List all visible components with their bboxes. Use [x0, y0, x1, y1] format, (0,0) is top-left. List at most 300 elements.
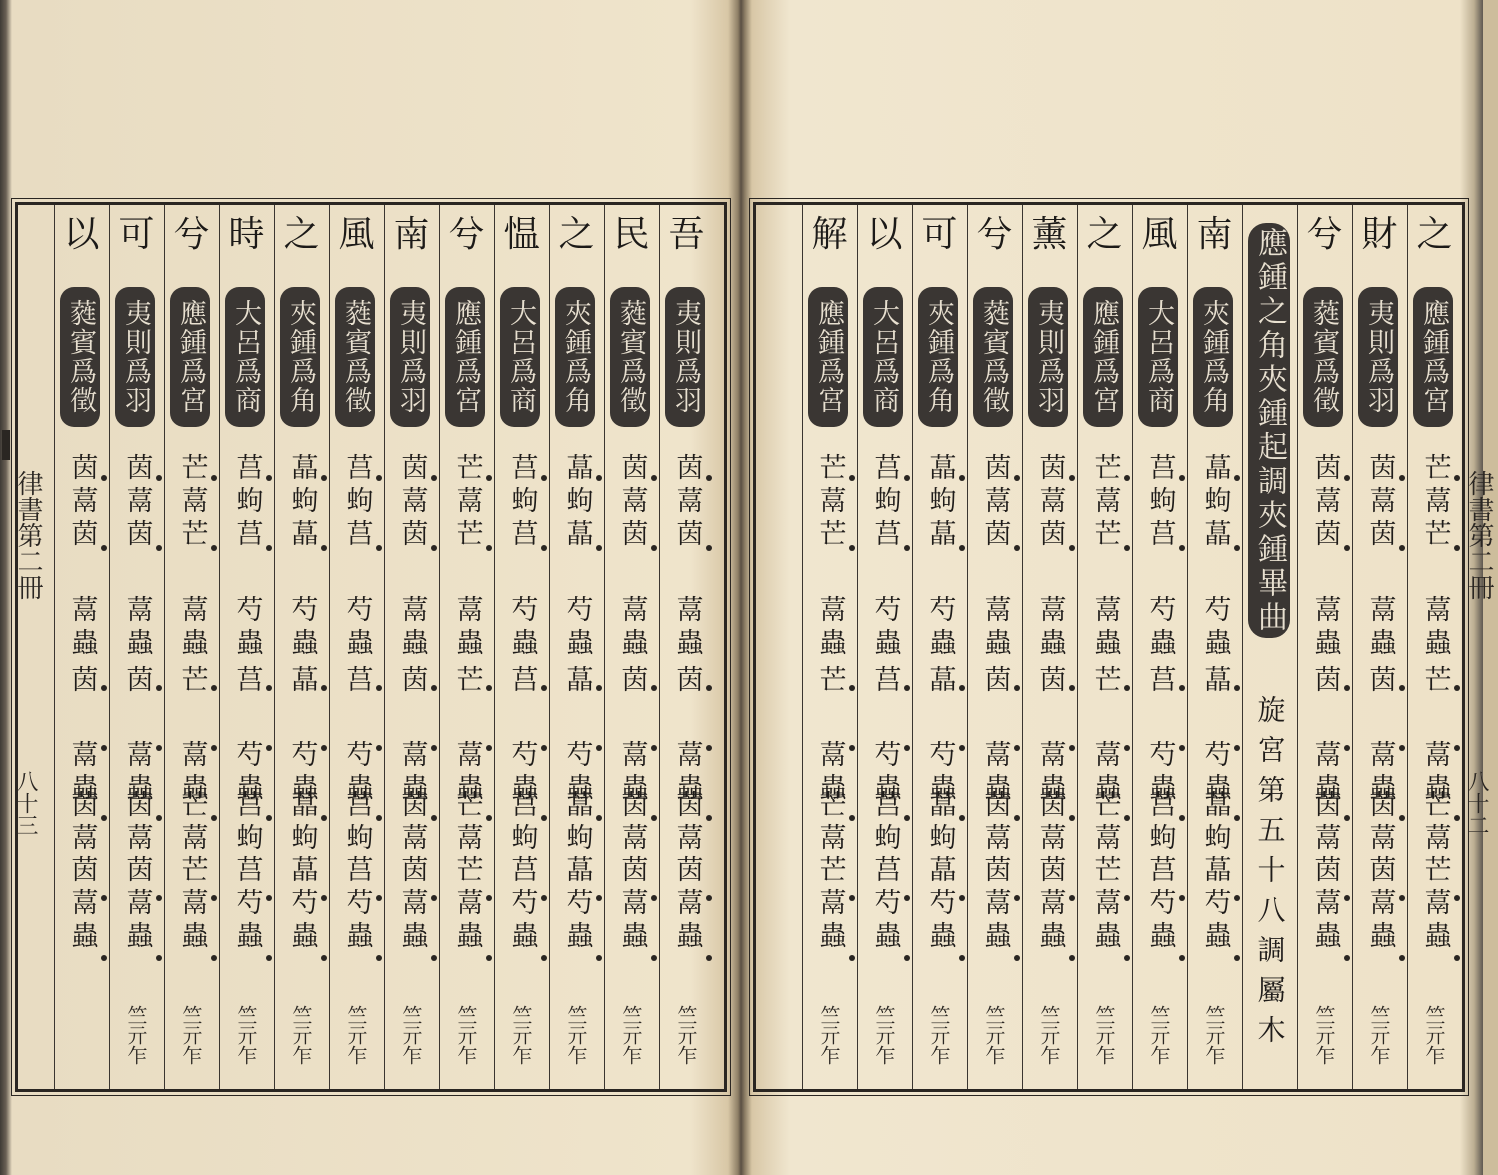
notation-text: 芍蟲	[924, 595, 956, 661]
footer-text: 竺亓乍	[509, 1005, 533, 1065]
mode-badge	[555, 287, 595, 427]
column-footer	[109, 1005, 164, 1069]
notation-text: 莒	[506, 665, 538, 698]
punctuation-dot	[376, 545, 382, 551]
notation-group	[54, 453, 109, 556]
notation-group	[857, 453, 912, 556]
notation-text: 蒚蟲	[1034, 740, 1066, 806]
punctuation-dot	[376, 815, 382, 821]
punctuation-dot	[1179, 545, 1185, 551]
notation-group	[857, 595, 912, 665]
mode-badge-text: 大呂爲商	[868, 299, 899, 415]
punctuation-dot	[376, 895, 382, 901]
notation-group	[802, 453, 857, 556]
punctuation-dot	[596, 545, 602, 551]
mode-badge	[863, 287, 903, 427]
mode-badge-text: 夾鍾爲角	[560, 299, 591, 415]
notation-group	[1187, 453, 1242, 556]
punctuation-dot	[211, 545, 217, 551]
punctuation-dot	[1454, 475, 1460, 481]
footer-text: 竺亓乍	[619, 1005, 643, 1065]
notation-group	[1077, 855, 1132, 958]
mode-badge-text: 夾鍾爲角	[923, 299, 954, 415]
notation-text: 蒚蟲	[66, 740, 98, 806]
piece-title-badge	[1248, 223, 1290, 638]
notation-group	[384, 665, 439, 702]
notation-text: 蒚蟲	[1364, 740, 1396, 806]
notation-group	[1022, 595, 1077, 665]
notation-text: 茵蒚	[1034, 790, 1066, 856]
column-footer	[494, 1005, 549, 1069]
punctuation-dot	[1069, 545, 1075, 551]
notation-group	[802, 790, 857, 860]
right-folio: 八十二	[1464, 770, 1489, 836]
notation-group	[109, 453, 164, 556]
footer-text: 竺亓乍	[982, 1005, 1006, 1065]
punctuation-dot	[266, 545, 272, 551]
notation-text: 芒蒚蟲	[176, 855, 208, 954]
punctuation-dot	[156, 745, 162, 751]
notation-group	[967, 790, 1022, 860]
notation-text: 芍蟲	[1144, 595, 1176, 661]
column-footer	[967, 1005, 1022, 1069]
punctuation-dot	[266, 895, 272, 901]
notation-text: 芍蟲	[561, 595, 593, 661]
text-column	[439, 205, 494, 1089]
footer-text: 竺亓乍	[927, 1005, 951, 1065]
punctuation-dot	[596, 745, 602, 751]
text-column	[659, 205, 714, 1089]
notation-group	[219, 665, 274, 702]
punctuation-dot	[1344, 545, 1350, 551]
left-folio: 八十三	[13, 770, 38, 836]
punctuation-dot	[541, 895, 547, 901]
punctuation-dot	[211, 895, 217, 901]
notation-text: 蒚蟲	[616, 595, 648, 661]
left-edge-mark	[2, 430, 10, 460]
notation-group	[384, 855, 439, 958]
punctuation-dot	[706, 745, 712, 751]
notation-group	[494, 595, 549, 665]
notation-text: 莒蚼莒	[506, 453, 538, 552]
column-footer	[1132, 1005, 1187, 1069]
footer-text: 竺亓乍	[1422, 1005, 1446, 1065]
notation-text: 芍蟲	[231, 595, 263, 661]
punctuation-dot	[849, 955, 855, 961]
punctuation-dot	[849, 745, 855, 751]
notation-group	[802, 855, 857, 958]
punctuation-dot	[1124, 815, 1130, 821]
punctuation-dot	[486, 895, 492, 901]
notation-text: 蒚蟲	[616, 740, 648, 806]
punctuation-dot	[1344, 475, 1350, 481]
lyric-character: 薰	[1031, 214, 1068, 255]
punctuation-dot	[904, 745, 910, 751]
notation-text: 芍蟲	[286, 595, 318, 661]
punctuation-dot	[651, 685, 657, 691]
notation-text: 芒蒚蟲	[1089, 855, 1121, 954]
notation-text: 芒蒚	[1089, 790, 1121, 856]
notation-text: 茵蒚	[616, 790, 648, 856]
notation-text: 蒚蟲	[1419, 740, 1451, 806]
notation-group	[659, 790, 714, 860]
column-footer	[1297, 1005, 1352, 1069]
notation-text: 芒	[176, 665, 208, 698]
mode-badge-text: 蕤賓爲徵	[340, 299, 371, 415]
notation-text: 芒蒚蟲	[451, 855, 483, 954]
notation-group	[439, 453, 494, 556]
punctuation-dot	[1454, 895, 1460, 901]
notation-group	[659, 453, 714, 556]
notation-group	[494, 665, 549, 702]
mode-badge	[225, 287, 265, 427]
text-column	[857, 205, 912, 1089]
footer-text: 竺亓乍	[234, 1005, 258, 1065]
mode-badge-text: 夾鍾爲角	[1198, 299, 1229, 415]
notation-group	[494, 453, 549, 556]
punctuation-dot	[706, 685, 712, 691]
punctuation-dot	[1014, 955, 1020, 961]
notation-text: 茵	[671, 665, 703, 698]
punctuation-dot	[1454, 545, 1460, 551]
notation-text: 蕌蚼	[561, 790, 593, 856]
punctuation-dot	[849, 545, 855, 551]
text-column	[1022, 205, 1077, 1089]
notation-text: 茵	[1034, 665, 1066, 698]
notation-text: 蒚蟲	[176, 595, 208, 661]
punctuation-dot	[321, 685, 327, 691]
notation-text: 蕌蚼	[286, 790, 318, 856]
punctuation-dot	[1344, 895, 1350, 901]
footer-text: 竺亓乍	[1202, 1005, 1226, 1065]
lyric-character: 之	[283, 214, 320, 255]
notation-group	[1187, 595, 1242, 665]
notation-text: 蒚蟲	[121, 595, 153, 661]
notation-group	[659, 595, 714, 665]
text-column	[1132, 205, 1187, 1089]
notation-text: 芍蟲	[506, 740, 538, 806]
notation-group	[604, 665, 659, 702]
punctuation-dot	[431, 815, 437, 821]
punctuation-dot	[101, 895, 107, 901]
notation-group	[912, 595, 967, 665]
notation-group	[1132, 453, 1187, 556]
notation-group	[604, 855, 659, 958]
notation-text: 莒芍蟲	[506, 855, 538, 954]
mode-badge	[1413, 287, 1453, 427]
text-column	[912, 205, 967, 1089]
notation-text: 茵蒚蟲	[616, 855, 648, 954]
notation-text: 莒	[869, 665, 901, 698]
punctuation-dot	[849, 685, 855, 691]
notation-group	[1297, 665, 1352, 702]
punctuation-dot	[1014, 685, 1020, 691]
notation-group	[1187, 790, 1242, 860]
notation-text: 芒蒚芒	[451, 453, 483, 552]
mode-badge-text: 大呂爲商	[505, 299, 536, 415]
lyric-character: 可	[921, 214, 958, 255]
right-text-frame	[753, 202, 1465, 1092]
punctuation-dot	[706, 545, 712, 551]
punctuation-dot	[596, 815, 602, 821]
text-column	[1352, 205, 1407, 1089]
punctuation-dot	[431, 545, 437, 551]
notation-group	[164, 595, 219, 665]
punctuation-dot	[156, 815, 162, 821]
text-column	[384, 205, 439, 1089]
mode-badge-text: 夾鍾爲角	[285, 299, 316, 415]
notation-group	[494, 855, 549, 958]
left-page	[0, 0, 740, 1175]
mode-badge	[1028, 287, 1068, 427]
notation-text: 莒蚼	[869, 790, 901, 856]
notation-group	[857, 665, 912, 702]
notation-text: 蕌蚼蕌	[561, 453, 593, 552]
notation-text: 蕌蚼	[1199, 790, 1231, 856]
notation-text: 茵蒚茵	[1309, 453, 1341, 552]
notation-text: 蒚蟲	[671, 740, 703, 806]
mode-badge	[390, 287, 430, 427]
lyric-character: 以	[866, 214, 903, 255]
right-page	[743, 0, 1494, 1175]
punctuation-dot	[541, 815, 547, 821]
punctuation-dot	[651, 475, 657, 481]
column-footer	[549, 1005, 604, 1069]
punctuation-dot	[321, 895, 327, 901]
notation-text: 蒚蟲	[1034, 595, 1066, 661]
punctuation-dot	[101, 475, 107, 481]
mode-badge	[115, 287, 155, 427]
notation-group	[549, 855, 604, 958]
notation-text: 芒蒚芒	[176, 453, 208, 552]
punctuation-dot	[486, 475, 492, 481]
punctuation-dot	[156, 475, 162, 481]
punctuation-dot	[156, 955, 162, 961]
column-footer	[1187, 1005, 1242, 1069]
mode-badge	[500, 287, 540, 427]
column-footer	[1352, 1005, 1407, 1069]
mode-badge-text: 大呂爲商	[230, 299, 261, 415]
notation-group	[1352, 790, 1407, 860]
notation-group	[164, 453, 219, 556]
punctuation-dot	[541, 475, 547, 481]
notation-group	[219, 855, 274, 958]
notation-text: 芍蟲	[869, 595, 901, 661]
punctuation-dot	[1124, 545, 1130, 551]
punctuation-dot	[1234, 895, 1240, 901]
notation-group	[1187, 665, 1242, 702]
text-column	[1187, 205, 1242, 1089]
notation-text: 蕌蚼蕌	[286, 453, 318, 552]
text-column	[54, 205, 109, 1089]
notation-group	[164, 790, 219, 860]
punctuation-dot	[596, 895, 602, 901]
punctuation-dot	[1014, 895, 1020, 901]
notation-text: 蒚蟲	[121, 740, 153, 806]
notation-group	[384, 790, 439, 860]
notation-text: 茵	[396, 665, 428, 698]
punctuation-dot	[101, 685, 107, 691]
punctuation-dot	[101, 545, 107, 551]
notation-text: 蒚蟲	[814, 595, 846, 661]
punctuation-dot	[651, 815, 657, 821]
punctuation-dot	[849, 475, 855, 481]
punctuation-dot	[1124, 955, 1130, 961]
notation-group	[549, 595, 604, 665]
punctuation-dot	[541, 745, 547, 751]
punctuation-dot	[541, 545, 547, 551]
notation-group	[109, 595, 164, 665]
notation-group	[1022, 453, 1077, 556]
notation-group	[329, 665, 384, 702]
footer-text: 竺亓乍	[564, 1005, 588, 1065]
notation-text: 蕌蚼蕌	[1199, 453, 1231, 552]
notation-text: 蕌芍蟲	[1199, 855, 1231, 954]
punctuation-dot	[904, 475, 910, 481]
lyric-character: 兮	[1306, 214, 1343, 255]
column-footer	[1077, 1005, 1132, 1069]
footer-text: 竺亓乍	[1147, 1005, 1171, 1065]
punctuation-dot	[706, 815, 712, 821]
mode-badge-text: 應鍾爲宮	[1088, 299, 1119, 415]
text-column	[1407, 205, 1462, 1089]
punctuation-dot	[1014, 815, 1020, 821]
notation-group	[109, 790, 164, 860]
notation-group	[1407, 855, 1462, 958]
punctuation-dot	[849, 815, 855, 821]
punctuation-dot	[486, 745, 492, 751]
punctuation-dot	[651, 955, 657, 961]
footer-text: 竺亓乍	[817, 1005, 841, 1065]
mode-badge-text: 蕤賓爲徵	[65, 299, 96, 415]
punctuation-dot	[1179, 475, 1185, 481]
notation-text: 茵蒚茵	[66, 453, 98, 552]
mode-badge-text: 夷則爲羽	[1033, 299, 1064, 415]
notation-text: 茵蒚蟲	[396, 855, 428, 954]
punctuation-dot	[1014, 475, 1020, 481]
notation-group	[384, 595, 439, 665]
mode-badge-text: 大呂爲商	[1143, 299, 1174, 415]
mode-badge-text: 蕤賓爲徵	[978, 299, 1009, 415]
punctuation-dot	[1069, 895, 1075, 901]
punctuation-dot	[1399, 475, 1405, 481]
notation-text: 芒	[451, 665, 483, 698]
column-footer	[274, 1005, 329, 1069]
mode-badge	[60, 287, 100, 427]
mode-subtitle	[1242, 695, 1297, 1059]
notation-group	[857, 855, 912, 958]
notation-text: 芒蒚蟲	[1419, 855, 1451, 954]
notation-text: 蕌蚼蕌	[924, 453, 956, 552]
mode-badge-text: 應鍾爲宮	[1418, 299, 1449, 415]
notation-text: 茵蒚茵	[1364, 453, 1396, 552]
notation-text: 蒚蟲	[1419, 595, 1451, 661]
punctuation-dot	[1069, 955, 1075, 961]
notation-text: 莒	[231, 665, 263, 698]
notation-group	[549, 453, 604, 556]
mode-badge	[665, 287, 705, 427]
punctuation-dot	[651, 745, 657, 751]
notation-group	[659, 665, 714, 702]
footer-text: 竺亓乍	[124, 1005, 148, 1065]
column-footer	[439, 1005, 494, 1069]
lyric-character: 南	[393, 214, 430, 255]
notation-group	[109, 855, 164, 958]
text-column	[549, 205, 604, 1089]
mode-badge	[1083, 287, 1123, 427]
mode-badge	[170, 287, 210, 427]
notation-text: 莒蚼	[506, 790, 538, 856]
lyric-character: 兮	[173, 214, 210, 255]
punctuation-dot	[1344, 955, 1350, 961]
footer-text: 竺亓乍	[674, 1005, 698, 1065]
punctuation-dot	[321, 955, 327, 961]
punctuation-dot	[266, 815, 272, 821]
mode-badge-text: 夷則爲羽	[1363, 299, 1394, 415]
mode-badge-text: 蕤賓爲徵	[615, 299, 646, 415]
notation-text: 芍蟲	[341, 740, 373, 806]
notation-text: 茵	[66, 665, 98, 698]
notation-text: 蒚蟲	[1089, 740, 1121, 806]
notation-group	[1022, 790, 1077, 860]
right-spine-label: 律書第二冊	[1464, 470, 1494, 600]
lyric-character: 之	[558, 214, 595, 255]
notation-text: 芒蒚	[1419, 790, 1451, 856]
punctuation-dot	[1399, 545, 1405, 551]
punctuation-dot	[486, 685, 492, 691]
notation-group	[1297, 790, 1352, 860]
notation-text: 芒蒚芒	[814, 453, 846, 552]
lyric-character: 之	[1416, 214, 1453, 255]
punctuation-dot	[431, 745, 437, 751]
mode-badge-text: 夷則爲羽	[395, 299, 426, 415]
punctuation-dot	[266, 745, 272, 751]
punctuation-dot	[1399, 955, 1405, 961]
mode-badge-text: 蕤賓爲徵	[1308, 299, 1339, 415]
notation-group	[1352, 595, 1407, 665]
punctuation-dot	[1399, 685, 1405, 691]
notation-text: 蕌芍蟲	[561, 855, 593, 954]
punctuation-dot	[266, 475, 272, 481]
footer-text: 竺亓乍	[1367, 1005, 1391, 1065]
punctuation-dot	[651, 545, 657, 551]
punctuation-dot	[904, 895, 910, 901]
notation-group	[219, 790, 274, 860]
notation-group	[329, 595, 384, 665]
column-footer	[54, 1005, 109, 1024]
mode-badge	[335, 287, 375, 427]
text-column	[967, 205, 1022, 1089]
notation-text: 蕌	[561, 665, 593, 698]
notation-text: 茵蒚蟲	[121, 855, 153, 954]
mode-badge	[1358, 287, 1398, 427]
lyric-character: 財	[1361, 214, 1398, 255]
notation-group	[967, 595, 1022, 665]
footer-text: 竺亓乍	[454, 1005, 478, 1065]
lyric-character: 南	[1196, 214, 1233, 255]
notation-group	[1352, 453, 1407, 556]
punctuation-dot	[541, 685, 547, 691]
lyric-character: 時	[228, 214, 265, 255]
notation-group	[274, 855, 329, 958]
notation-text: 莒	[1144, 665, 1176, 698]
notation-text: 茵蒚蟲	[671, 855, 703, 954]
punctuation-dot	[211, 745, 217, 751]
notation-text: 茵蒚茵	[396, 453, 428, 552]
left-text-frame	[15, 202, 727, 1092]
notation-text: 芒	[1089, 665, 1121, 698]
text-column	[604, 205, 659, 1089]
